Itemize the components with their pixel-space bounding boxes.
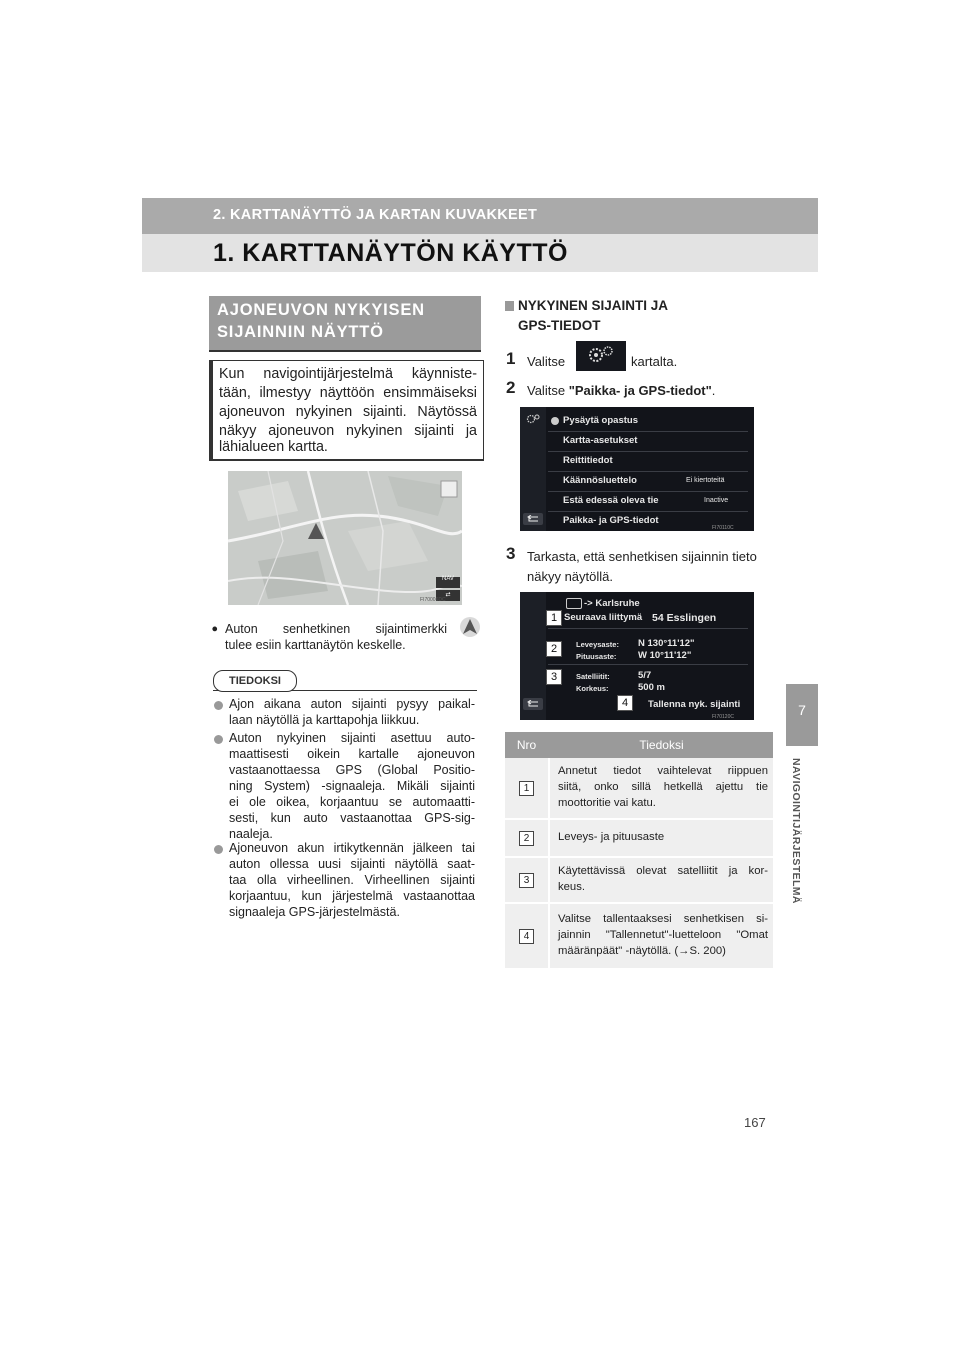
note-line: Auton nykyinen sijainti asettuu auto- (229, 731, 475, 745)
step-text-before: Valitse (527, 383, 566, 398)
step-text: Valitse (527, 354, 566, 369)
subheading-marker (505, 301, 514, 311)
intro-line: tään, ilmestyy näyttöön ensimmäiseksi (219, 385, 477, 401)
note-line: vastaanottaessa GPS (Global Positio- (229, 763, 475, 777)
step-text: kartalta. (631, 354, 678, 369)
note-line: signaaleja GPS-järjestelmästä. (229, 905, 400, 919)
section-heading-line: SIJAINNIN NÄYTTÖ (217, 323, 384, 341)
note-line: Ajoneuvon akun irtikytkennän jälkeen tai (229, 841, 475, 855)
satellites-value: 5/7 (638, 670, 652, 681)
table-row (505, 820, 773, 858)
longitude-label: Pituusaste: (576, 652, 617, 661)
stop-guidance-icon (550, 416, 560, 426)
map-screenshot (228, 471, 462, 605)
table-cell-text: moottoritie vai katu. (558, 797, 656, 809)
latitude-label: Leveysaste: (576, 640, 619, 649)
menu-item-label: Estä edessä oleva tie (563, 495, 659, 506)
subheading-line: NYKYINEN SIJAINTI JA (518, 298, 669, 313)
intro-line: lähialueen kartta. (219, 439, 328, 455)
table-cell-text: Annetut tiedot vaihtelevat riippuen (558, 765, 768, 777)
chapter-number: 7 (798, 702, 806, 718)
next-exit-label: Seuraava liittymä (564, 612, 643, 623)
callout-1: 1 (546, 610, 562, 626)
callout-2: 2 (546, 641, 562, 657)
table-cell-text: Leveys- ja pituusaste (558, 831, 665, 843)
note-bullet (214, 701, 223, 710)
settings-icon (525, 413, 541, 425)
menu-divider (548, 431, 748, 432)
chapter-title: NAVIGOINTIJÄRJESTELMÄ (790, 758, 802, 904)
subheading-line: GPS-TIEDOT (518, 318, 601, 333)
table-header-nro: Nro (516, 738, 537, 752)
note-line: naaleja. (229, 827, 273, 841)
note-bullet (214, 735, 223, 744)
altitude-value: 500 m (638, 682, 665, 693)
section-heading (209, 296, 481, 352)
navigation-menu-screen (520, 407, 754, 531)
satellites-label: Satelliitit: (576, 672, 610, 681)
vehicle-position-icon (458, 616, 482, 638)
nav-button: NAV (442, 576, 454, 582)
note-line: maattisesti oikein kartalle ajoneuvon (229, 747, 475, 761)
menu-divider (548, 491, 748, 492)
note-line: laan näytöllä ja karttapohja liikkuu. (229, 713, 420, 727)
tiedoksi-label: TIEDOKSI (213, 670, 297, 692)
note-line: ei ole oikea, korjaantuu se automaatti- (229, 795, 475, 809)
menu-divider (548, 511, 748, 512)
image-caption: FI70120C (712, 714, 734, 720)
bullet-line: tulee esiin karttanäytön keskelle. (225, 638, 406, 652)
road-badge-icon (566, 598, 582, 609)
back-arrow-icon (526, 515, 540, 523)
menu-item-label: Käännösluettelo (563, 475, 637, 486)
table-row-number: 2 (519, 831, 534, 846)
svg-text:⇄: ⇄ (445, 592, 451, 598)
next-exit-value: 54 Esslingen (652, 612, 717, 624)
menu-item-value: Ei kiertoteitä (686, 477, 725, 484)
menu-item-label: Pysäytä opastus (563, 415, 638, 426)
step-text-bold: "Paikka- ja GPS-tiedot" (568, 383, 712, 398)
menu-item-label: Paikka- ja GPS-tiedot (563, 515, 659, 526)
intro-line: ajoneuvon nykyinen sijainti. Näytössä (219, 404, 477, 420)
table-cell-text: siitä, onko sillä hetkellä ajettu tie (558, 781, 768, 793)
screen-divider (548, 664, 748, 665)
note-line: Ajon aikana auton sijainti pysyy paikal- (229, 697, 475, 711)
step-number: 2 (506, 378, 516, 397)
note-line: sesti, kun auto vastaanottaa GPS-sig- (229, 811, 475, 825)
screen-divider (548, 628, 748, 629)
menu-item-label: Reittitiedot (563, 455, 613, 466)
bullet-line: Auton senhetkinen sijaintimerkki (225, 622, 447, 636)
step-text: Tarkasta, että senhetkisen sijainnin tieto (527, 549, 757, 564)
intro-line: Kun navigointijärjestelmä käynniste- (219, 366, 477, 382)
menu-divider (548, 471, 748, 472)
back-arrow-icon (526, 700, 540, 708)
altitude-label: Korkeus: (576, 684, 609, 693)
table-cell-text: Käytettävissä olevat satelliitit ja kor- (558, 865, 768, 877)
step-text-after: . (711, 383, 716, 398)
intro-line: näkyy ajoneuvon nykyinen sijainti ja (219, 423, 477, 439)
table-cell-text: jainnin "Tallennetut"-luetteloon "Omat (558, 929, 768, 941)
gear-icon (576, 341, 626, 371)
table-row (505, 904, 773, 970)
save-location-label: Tallenna nyk. sijainti (648, 699, 741, 710)
gps-info-screen (520, 592, 754, 720)
menu-divider (548, 451, 748, 452)
note-line: taa olla virheellinen. Virheellinen sijainti (229, 873, 475, 887)
table-row (505, 758, 773, 820)
step-text: näkyy näytöllä. (527, 569, 613, 584)
page-title: 1. KARTTANÄYTÖN KÄYTTÖ (213, 239, 568, 267)
table-row-number: 1 (519, 781, 534, 796)
bullet-marker: ⦁ (212, 623, 218, 635)
step-text (527, 383, 715, 398)
table-cell-text: määränpäät" -näytöllä. (→S. 200) (558, 945, 726, 957)
table-cell-text: Valitse tallentaaksesi senhetkisen si- (558, 913, 768, 925)
note-line: korjaantuu, kun järjestelmä vastaanottaa (229, 889, 475, 903)
callout-4: 4 (617, 695, 633, 711)
step-number: 3 (506, 544, 516, 563)
table-header (505, 732, 773, 758)
step-number: 1 (506, 349, 516, 368)
image-caption: FI70110C (712, 525, 734, 531)
intro-box (209, 360, 484, 461)
info-table (505, 732, 773, 970)
image-caption: FI70006DC (420, 597, 446, 603)
note-line: auton ollessa uusi sijainti näytöllä saat- (229, 857, 475, 871)
settings-button-thumbnail (576, 341, 626, 371)
note-line: ning System) -signaaleja. Mikäli sijainti (229, 779, 475, 793)
page-number: 167 (744, 1115, 766, 1130)
longitude-value: W 10°11'12" (638, 650, 692, 661)
section-label: 2. KARTTANÄYTTÖ JA KARTAN KUVAKKEET (213, 207, 538, 223)
menu-item-label: Kartta-asetukset (563, 435, 638, 446)
table-header-tiedoksi: Tiedoksi (639, 738, 684, 752)
section-heading-line: AJONEUVON NYKYISEN (217, 301, 425, 319)
table-row-number: 3 (519, 873, 534, 888)
latitude-value: N 130°11'12" (638, 638, 695, 649)
route-text: -> Karlsruhe (584, 598, 640, 609)
note-bullet (214, 845, 223, 854)
menu-item-value: Inactive (704, 497, 729, 504)
table-cell-text: keus. (558, 881, 586, 893)
callout-3: 3 (546, 669, 562, 685)
table-row (505, 858, 773, 904)
map-graphic (228, 471, 462, 605)
table-row-number: 4 (519, 929, 534, 944)
